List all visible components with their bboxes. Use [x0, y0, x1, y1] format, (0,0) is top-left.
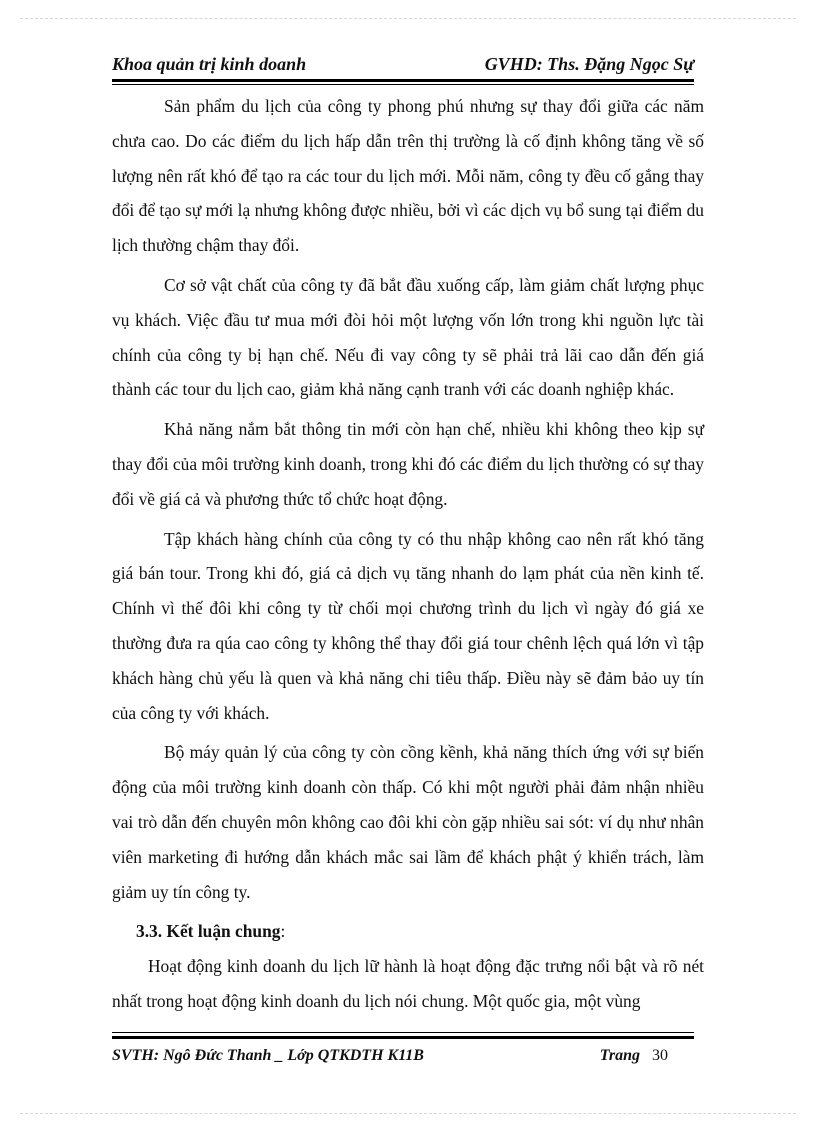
paragraph-product: Sản phẩm du lịch của công ty phong phú nhưng sự thay đổi giữa các năm chưa cao. Do các điểm du lịch hấp dẫn trên thị trường là cố định không tăng về số lượng nên rất khó để tạo ra các tour du lịch mới. Mỗi năm, công ty đều cố gắng thay đổi để tạo sự mới lạ nhưng không được nhiều, bởi vì các dịch vụ bổ sung tại điểm du lịch thường chậm thay đổi. [112, 96, 704, 256]
header-rule-thin [112, 84, 694, 85]
footer-page-label: Trang [599, 1047, 640, 1064]
header-rule-thick [112, 79, 694, 82]
section-heading [112, 914, 704, 949]
footer-student: SVTH: Ngô Đức Thanh _ Lớp QTKDTH K11B [112, 1047, 424, 1064]
section-heading-colon: : [280, 921, 286, 942]
paragraph-customers: Tập khách hàng chính của công ty có thu nhập không cao nên rất khó tăng giá bán tour. Trong khi đó, giá cả dịch vụ tăng nhanh do lạm phát của nền kinh tế. Chính vì thế đôi khi công ty từ chối mọi chương trình du lịch vì ngày đó giá xe thường đưa ra qúa cao công ty không thể thay đổi giá tour chênh lệch quá lớn vì tập khách hàng chủ yếu là quen và khả năng chi tiêu thấp. Điều này sẽ đảm bảo uy tín của công ty với khách. [112, 528, 704, 723]
header-faculty: Khoa quản trị kinh doanh [112, 54, 307, 74]
section-heading-text: 3.3. Kết luận chung [136, 921, 281, 942]
page-header [112, 50, 694, 82]
footer-page [600, 1047, 668, 1065]
header-advisor: GVHD: Ths. Đặng Ngọc Sự [484, 54, 694, 74]
document-body [112, 89, 704, 1024]
page-number: 30 [652, 1047, 668, 1064]
paragraph-conclusion: Hoạt động kinh doanh du lịch lữ hành là hoạt động đặc trưng nổi bật và rõ nét nhất trong hoạt động kinh doanh du lịch nói chung. Một quốc gia, một vùng [112, 956, 704, 1011]
footer-rule-thick [112, 1036, 694, 1039]
paragraph-information: Khả năng nắm bắt thông tin mới còn hạn chế, nhiều khi không theo kịp sự thay đổi của môi trường kinh doanh, trong khi đó các điểm du lịch thường có sự thay đổi về giá cả và phương thức tổ chức hoạt động. [112, 419, 704, 509]
footer-rule-thin [112, 1032, 694, 1033]
paragraph-management: Bộ máy quản lý của công ty còn cồng kềnh, khả năng thích ứng với sự biến động của môi trường kinh doanh còn thấp. Có khi một người phải đảm nhận nhiều vai trò dẫn đến chuyên môn không cao đôi khi còn gặp nhiều sai sót: ví dụ như nhân viên marketing đi hướng dẫn khách mắc sai lầm để khách phật ý khiển trách, làm giảm uy tín công ty. [112, 742, 704, 902]
paragraph-facilities: Cơ sở vật chất của công ty đã bắt đầu xuống cấp, làm giảm chất lượng phục vụ khách. Việc đầu tư mua mới đòi hỏi một lượng vốn lớn trong khi nguồn lực tài chính của công ty bị hạn chế. Nếu đi vay công ty sẽ phải trả lãi cao dẫn đến giá thành các tour du lịch cao, giảm khả năng cạnh tranh với các doanh nghiệp khác. [112, 274, 704, 400]
